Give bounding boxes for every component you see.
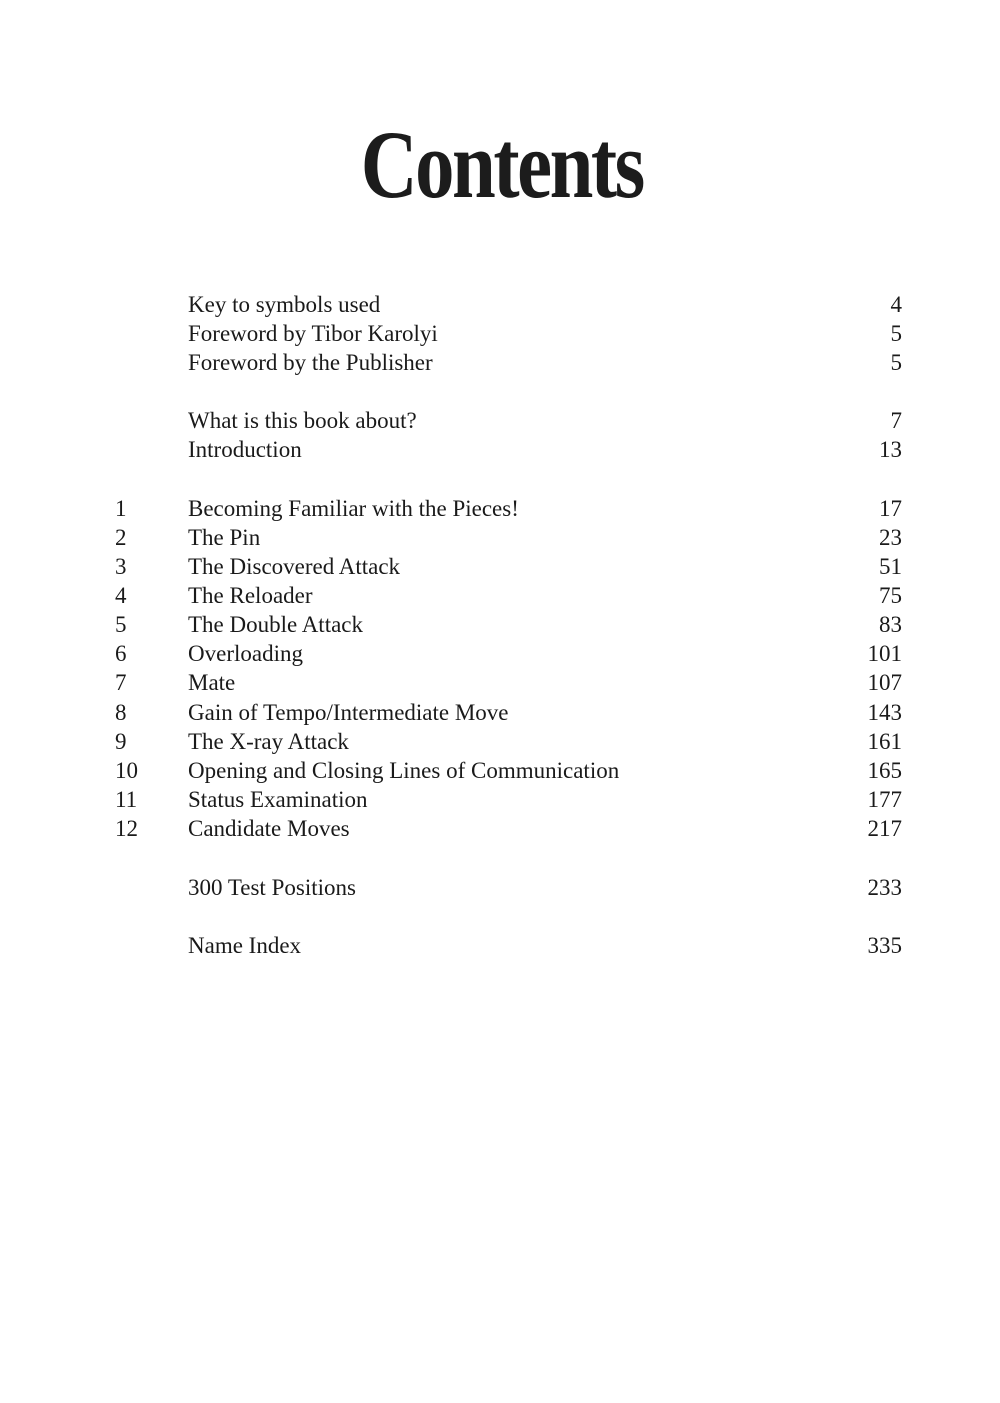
toc-entry[interactable] bbox=[0, 494, 1000, 524]
toc-entry[interactable] bbox=[0, 668, 1000, 698]
toc-entry[interactable] bbox=[0, 406, 1000, 436]
entry-title: The Pin bbox=[188, 525, 261, 550]
page-number: 51 bbox=[879, 554, 902, 579]
entry-title: The Reloader bbox=[188, 583, 313, 608]
entry-title: Opening and Closing Lines of Communication bbox=[188, 758, 620, 783]
chapter-number: 2 bbox=[115, 525, 127, 550]
entry-title: Overloading bbox=[188, 641, 303, 666]
entry-title: Gain of Tempo/Intermediate Move bbox=[188, 700, 509, 725]
toc-entry[interactable] bbox=[0, 290, 1000, 320]
toc-entry[interactable] bbox=[0, 610, 1000, 640]
toc-entry[interactable] bbox=[0, 931, 1000, 961]
page-number: 83 bbox=[879, 612, 902, 637]
page-number: 161 bbox=[867, 729, 902, 754]
entry-title: The X-ray Attack bbox=[188, 729, 349, 754]
page-number: 7 bbox=[890, 408, 902, 433]
toc-entry[interactable] bbox=[0, 756, 1000, 786]
entry-title: Introduction bbox=[188, 437, 302, 462]
entry-title: The Discovered Attack bbox=[188, 554, 401, 579]
page-number: 143 bbox=[867, 700, 902, 725]
page-number: 23 bbox=[879, 525, 902, 550]
toc-entry[interactable] bbox=[0, 873, 1000, 903]
chapter-number: 10 bbox=[115, 758, 138, 783]
page-number: 5 bbox=[890, 350, 902, 375]
chapter-number: 9 bbox=[115, 729, 127, 754]
entry-title: Candidate Moves bbox=[188, 816, 350, 841]
entry-title: Mate bbox=[188, 670, 236, 695]
entry-title: 300 Test Positions bbox=[188, 875, 356, 900]
page-number: 5 bbox=[890, 321, 902, 346]
page-number: 165 bbox=[867, 758, 902, 783]
entry-title: Becoming Familiar with the Pieces! bbox=[188, 496, 519, 521]
page-number: 177 bbox=[867, 787, 902, 812]
entry-title: What is this book about? bbox=[188, 408, 417, 433]
page-number: 233 bbox=[867, 875, 902, 900]
toc-entry[interactable] bbox=[0, 523, 1000, 553]
page-number: 101 bbox=[867, 641, 902, 666]
entry-title: Status Examination bbox=[188, 787, 368, 812]
toc-entry[interactable] bbox=[0, 552, 1000, 582]
page-number: 107 bbox=[867, 670, 902, 695]
page-number: 75 bbox=[879, 583, 902, 608]
toc-entry[interactable] bbox=[0, 581, 1000, 611]
toc-entry[interactable] bbox=[0, 698, 1000, 728]
page-number: 13 bbox=[879, 437, 902, 462]
chapter-number: 6 bbox=[115, 641, 127, 666]
chapter-number: 11 bbox=[115, 787, 138, 812]
entry-title: Name Index bbox=[188, 933, 302, 958]
page-number: 4 bbox=[890, 292, 902, 317]
chapter-number: 1 bbox=[115, 496, 127, 521]
chapter-number: 7 bbox=[115, 670, 127, 695]
toc-entry[interactable] bbox=[0, 319, 1000, 349]
toc-entry[interactable] bbox=[0, 639, 1000, 669]
chapter-number: 8 bbox=[115, 700, 127, 725]
toc-entry[interactable] bbox=[0, 785, 1000, 815]
entry-title: Foreword by Tibor Karolyi bbox=[188, 321, 438, 346]
toc-entry[interactable] bbox=[0, 435, 1000, 465]
chapter-number: 5 bbox=[115, 612, 127, 637]
toc-entry[interactable] bbox=[0, 814, 1000, 844]
page-number: 17 bbox=[879, 496, 902, 521]
page-number: 217 bbox=[867, 816, 902, 841]
entry-title: The Double Attack bbox=[188, 612, 364, 637]
entry-title: Key to symbols used bbox=[188, 292, 381, 317]
chapter-number: 12 bbox=[115, 816, 138, 841]
page-title: Contents bbox=[360, 111, 643, 218]
chapter-number: 4 bbox=[115, 583, 127, 608]
toc-entry[interactable] bbox=[0, 727, 1000, 757]
toc-entry[interactable] bbox=[0, 348, 1000, 378]
chapter-number: 3 bbox=[115, 554, 127, 579]
entry-title: Foreword by the Publisher bbox=[188, 350, 433, 375]
page-number: 335 bbox=[867, 933, 902, 958]
